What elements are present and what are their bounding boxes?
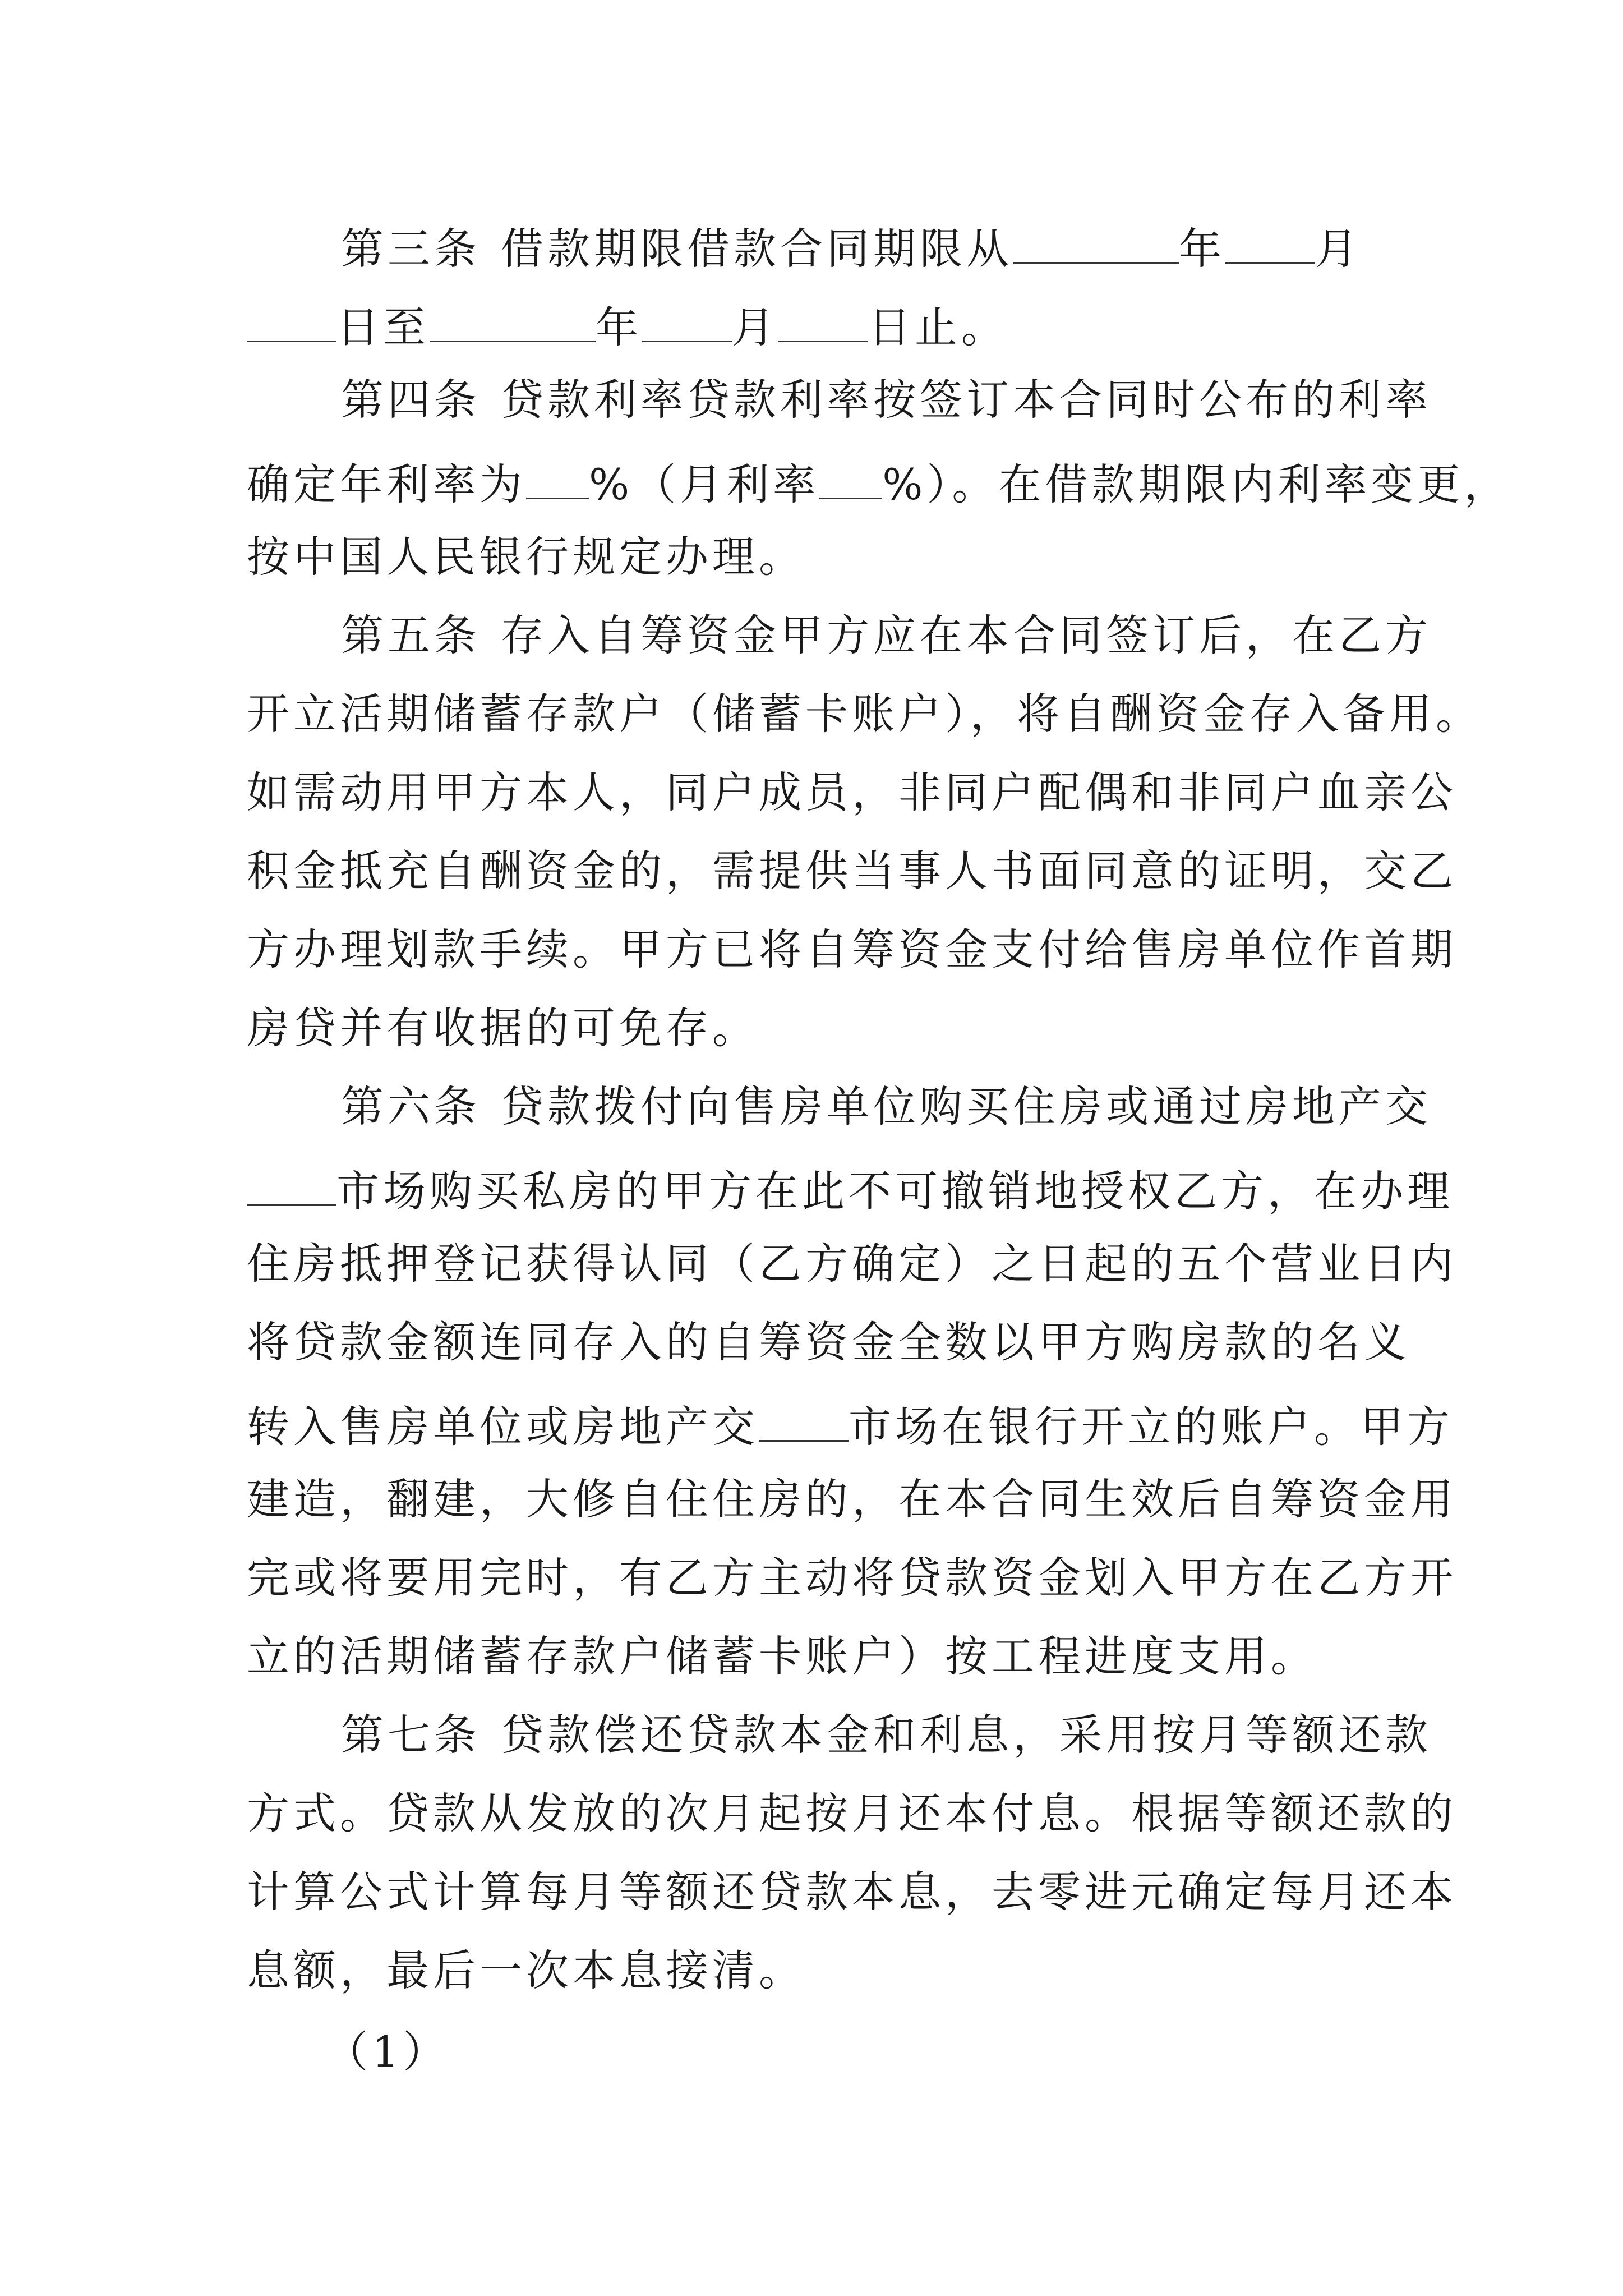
article7-line2: 方式。贷款从发放的次月起按月还本付息。根据等额还款的	[247, 1788, 1457, 1838]
blank-field	[526, 457, 589, 499]
article5-line4: 积金抵充自酬资金的，需提供当事人书面同意的证明，交乙	[247, 846, 1457, 896]
article5-text: 存入自筹资金甲方应在本合同签订后，在乙方	[501, 610, 1432, 660]
article6-line8: 立的活期储蓄存款户储蓄卡账户）按工程进度支用。	[247, 1631, 1317, 1681]
article5-line1	[341, 610, 1432, 660]
article7-heading: 第七条	[341, 1710, 481, 1760]
blank-field	[430, 300, 596, 342]
article6-line5	[247, 1400, 1454, 1452]
article4-text: 确定年利率为	[247, 459, 526, 510]
article3-text: 日至	[336, 302, 430, 353]
article7-line4: 息额，最后一次本息接清。	[247, 1945, 805, 1995]
article3-text: 年	[1179, 224, 1225, 274]
article6-text: 贷款拨付向售房单位购买住房或通过房地产交	[501, 1082, 1432, 1131]
blank-field	[642, 300, 732, 342]
article6-line4: 将贷款金额连同存入的自筹资金全数以甲方购房款的名义	[247, 1317, 1410, 1367]
article4-text: %（月利率	[589, 459, 820, 510]
article5-heading: 第五条	[341, 610, 481, 660]
article4-line1	[341, 375, 1432, 425]
article6-line1	[341, 1082, 1432, 1131]
article5-line5: 方办理划款手续。甲方已将自筹资金支付给售房单位作首期	[247, 924, 1457, 974]
blank-field	[1225, 222, 1315, 264]
blank-field	[759, 1400, 849, 1442]
article6-text: 市场在银行开立的账户。甲方	[849, 1402, 1454, 1452]
item-number: （1）	[325, 2027, 450, 2077]
article6-text: 市场购买私房的甲方在此不可撤销地授权乙方，在办理	[336, 1166, 1454, 1217]
article4-heading: 第四条	[341, 375, 481, 425]
article6-heading: 第六条	[341, 1082, 481, 1131]
blank-field	[247, 1164, 336, 1206]
article5-line6: 房贷并有收据的可免存。	[247, 1003, 759, 1053]
article4-text: %）。在借款期限内利率变更，	[882, 459, 1511, 510]
article5-line3: 如需动用甲方本人，同户成员，非同户配偶和非同户血亲公	[247, 767, 1457, 817]
article3-text: 日止。	[868, 302, 1008, 353]
article7-text: 贷款偿还贷款本金和利息，采用按月等额还款	[501, 1710, 1432, 1760]
article3-text: 月	[1315, 224, 1362, 274]
blank-field	[778, 300, 868, 342]
article7-line1	[341, 1710, 1432, 1760]
blank-field	[819, 457, 882, 499]
article3-line2	[247, 300, 1008, 353]
article6-line2	[247, 1164, 1454, 1217]
article3-text: 年	[596, 302, 642, 353]
article7-line3: 计算公式计算每月等额还贷款本息，去零进元确定每月还本	[247, 1867, 1457, 1917]
article6-line6: 建造，翻建，大修自住住房的，在本合同生效后自筹资金用	[247, 1474, 1457, 1524]
article6-line7: 完或将要用完时，有乙方主动将贷款资金划入甲方在乙方开	[247, 1553, 1457, 1603]
article4-text: 贷款利率贷款利率按签订本合同时公布的利率	[501, 375, 1432, 425]
article4-line3: 按中国人民银行规定办理。	[247, 532, 805, 582]
article5-line2: 开立活期储蓄存款户（储蓄卡账户），将自酬资金存入备用。	[247, 689, 1482, 739]
article4-line2	[247, 457, 1511, 510]
article3-text: 月	[732, 302, 778, 353]
blank-field	[247, 300, 336, 342]
article6-line3: 住房抵押登记获得认同（乙方确定）之日起的五个营业日内	[247, 1239, 1457, 1289]
article3-text: 借款期限借款合同期限从	[501, 224, 1013, 274]
article3-heading: 第三条	[341, 224, 481, 274]
blank-field	[1013, 222, 1179, 264]
article3-line1	[341, 222, 1362, 274]
article6-text: 转入售房单位或房地产交	[247, 1402, 759, 1452]
